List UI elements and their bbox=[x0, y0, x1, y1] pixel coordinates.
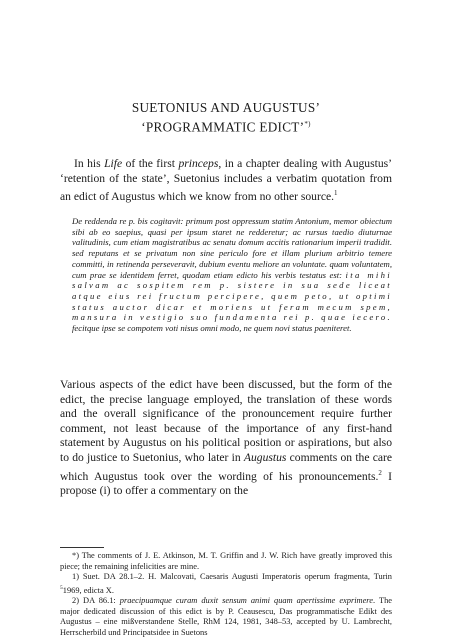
footnote-ref-2: 2 bbox=[378, 468, 382, 477]
footnote-text: DA 86.1: bbox=[78, 596, 120, 606]
footnote-rule bbox=[60, 547, 104, 548]
body-text-3: I propose (i) to offer a commentary on the bbox=[60, 469, 393, 498]
footnote-mark: *) bbox=[72, 551, 79, 560]
footnote-1 bbox=[60, 572, 392, 596]
footnote-mark: 1) bbox=[72, 572, 79, 582]
quote-spaced-edict: ita mihi salvam ac sospitem rem p. sistere in sua sede liceat atque eius rei fructum percipere, quem peto, ut optimi status auctor dicar et moriens ut feram mecum spem, mansura in vestigio suo fundamenta rei p. quae iecero. bbox=[72, 269, 392, 323]
title-line-2-text: ‘PROGRAMMATIC EDICT’ bbox=[141, 119, 305, 135]
footnote-ref-1: 1 bbox=[334, 189, 338, 198]
latin-quotation bbox=[72, 216, 392, 334]
footnote-text-2: 1969, edicta X. bbox=[62, 585, 114, 595]
footnote-latin: praecipuamque curam duxit sensum animi quam apertissime exprimere bbox=[119, 596, 373, 606]
body-paragraph bbox=[60, 378, 392, 499]
title-line-1: SUETONIUS AND AUGUSTUS’ bbox=[131, 100, 321, 115]
page bbox=[60, 0, 392, 640]
intro-text-3: , in a chapter dealing with Augustus’ ‘retention of the state’, Suetonius includes a verbatim quotation from an edict of Augustus which we know from no other source. bbox=[60, 157, 393, 204]
footnotes bbox=[60, 551, 392, 639]
intro-text-2: of the first bbox=[122, 157, 179, 170]
article-title bbox=[60, 100, 392, 135]
intro-text-1: In his bbox=[74, 157, 105, 170]
quote-part-2: fecitque ipse se compotem voti nisus omni modo, ne quem novi status paeniteret. bbox=[72, 323, 352, 334]
footnote-text: The comments of J. E. Atkinson, M. T. Griffin and J. W. Rich have greatly improved this piece; the remaining infelicities are mine. bbox=[60, 551, 392, 571]
body-text-1: Various aspects of the edict have been discussed, but the form of the edict, the precise language employed, the translation of these words and the overall significance of the pronouncement require further comment, not least because of the importance of any first-hand statement by Augustus on his political position or aspirations, but also to do justice to Suetonius, who later in bbox=[60, 378, 392, 464]
title-line-2 bbox=[60, 116, 392, 135]
footnote-2 bbox=[60, 596, 392, 638]
intro-life: Life bbox=[104, 157, 123, 170]
footnote-text-2: . The major dedicated discussion of this edict is by P. Ceausescu, Das programmatische Edikt des Augustus – eine mißverstandene Stelle, RhM 124, 1981, 348–53, accepted by U. Lambrecht, Herrscherbild und Principatsidee in Suetons bbox=[60, 596, 392, 637]
footnote-mark: 2) bbox=[72, 596, 79, 606]
edition-superscript: 5 bbox=[60, 584, 63, 591]
intro-paragraph bbox=[60, 157, 392, 205]
title-footnote-mark: *) bbox=[304, 120, 311, 128]
footnote-star bbox=[60, 551, 392, 572]
quote-part-1: De reddenda re p. bis cogitavit: primum post oppressum statim Antonium, memor obiectum sibi ab eo saepius, quasi per ipsum staret ne redderetur; ac rursus taedio diuturnae valitudinis, cum etiam magistratibus ac senatu domum accitis rationarium imperii tradidit. sed reputans et se privatum non sine periculo fore et illam plurium arbitrio temere committi, in retinenda perseveravit, dubium eventu meliore an voluntate. quam voluntatem, cum prae se identidem ferret, quodam etiam edicto his verbis testatus est: bbox=[72, 216, 392, 280]
intro-princeps: princeps bbox=[178, 157, 219, 170]
footnote-text: Suet. DA 28.1–2. H. Malcovati, Caesaris Augusti Imperatoris operum fragmenta, Turin bbox=[78, 572, 392, 582]
body-augustus: Augustus bbox=[243, 450, 287, 464]
body-text-2: comments on the care which Augustus took over the wording of his pronouncements. bbox=[60, 450, 393, 483]
